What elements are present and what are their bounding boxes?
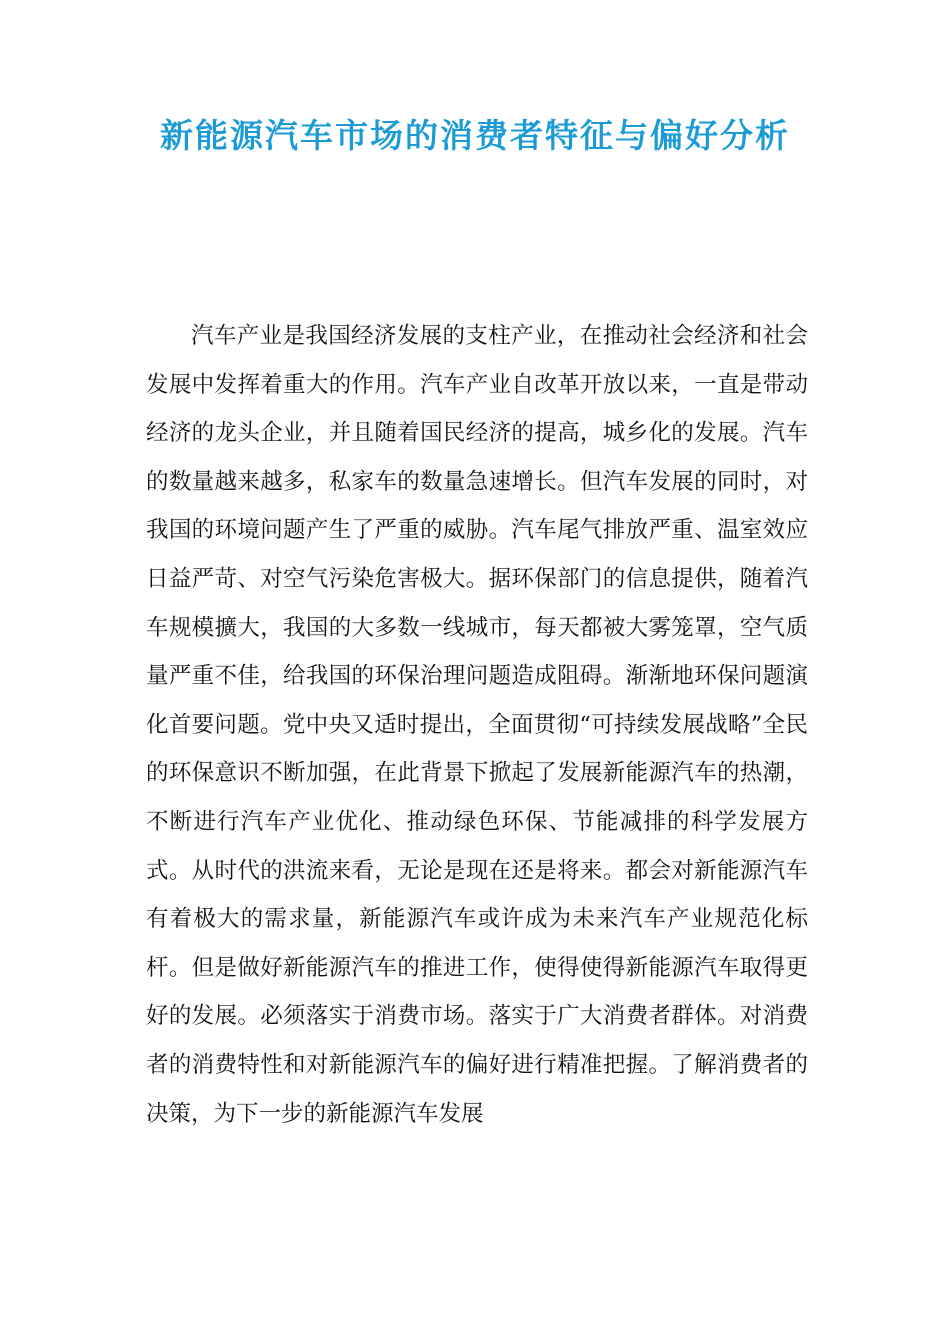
document-title: 新能源汽车市场的消费者特征与偏好分析 xyxy=(160,116,790,155)
body-paragraph: 汽车产业是我国经济发展的支柱产业，在推动社会经济和社会发展中发挥着重大的作用。汽车产业自改革开放以来，一直是带动经济的龙头企业，并且随着国民经济的提高，城乡化的发展。汽车的数量越来越多，私家车的数量急速增长。但汽车发展的同时，对我国的环境问题产生了严重的威胁。汽车尾气排放严重、温室效应日益严苛、对空气污染危害极大。据环保部门的信息提供，随着汽车规模擴大，我国的大多数一线城市，每天都被大雾笼罩，空气质量严重不佳，给我国的环保治理问题造成阻碍。渐渐地环保问题演化首要问题。党中央又适时提出，全面贯彻“可持续发展战略”全民的环保意识不断加强，在此背景下掀起了发展新能源汽车的热潮，不断进行汽车产业优化、推动绿色环保、节能减排的科学发展方式。从时代的洪流来看，无论是现在还是将来。都会对新能源汽车有着极大的需求量，新能源汽车或许成为未来汽车产业规范化标杆。但是做好新能源汽车的推进工作，使得使得新能源汽车取得更好的发展。必须落实于消费市场。落实于广大消费者群体。对消费者的消费特性和对新能源汽车的偏好进行精准把握。了解消费者的决策，为下一步的新能源汽车发展 xyxy=(146,323,808,1127)
